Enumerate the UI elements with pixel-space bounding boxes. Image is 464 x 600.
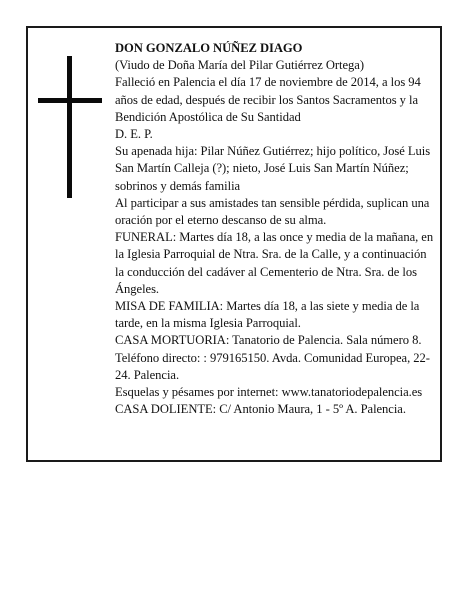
rip-line: D. E. P. [115,127,153,142]
deceased-name: DON GONZALO NÚÑEZ DIAGO [115,41,303,55]
online-condolences: Esquelas y pésames por internet: www.tanatoriodepalencia.es [115,385,423,400]
funeral-info: FUNERAL: Martes día 18, a las once y media de la mañana, en la Iglesia Parroquial de Ntra. Sra. de la Calle, y a continuación la conducción del cadáver al Cementerio de Ntra. Sra. de los Ángeles. [115,230,434,296]
notice-text [115,40,437,418]
family-list: Su apenada hija: Pilar Núñez Gutiérrez; hijo político, José Luis San Martín Calleja (?); nieto, José Luis San Martín Núñez; sobrinos y demás familia [115,144,431,193]
family-mass-info: MISA DE FAMILIA: Martes día 18, a las siete y media de la tarde, en la misma Iglesia Parroquial. [115,299,420,331]
mourning-house-info: CASA DOLIENTE: C/ Antonio Maura, 1 - 5º A. Palencia. [115,402,406,417]
cross-vertical-bar [67,56,72,198]
obituary-notice [26,26,442,462]
death-details: Falleció en Palencia el día 17 de noviembre de 2014, a los 94 años de edad, después de recibir los Santos Sacramentos y la Bendición Apostólica de Su Santidad [115,75,421,124]
cross-horizontal-bar [38,98,102,103]
funeral-home-info: CASA MORTUORIA: Tanatorio de Palencia. Sala número 8. Teléfono directo: : 979165150. Avda. Comunidad Europea, 22-24. Palencia. [115,333,430,382]
widower-of: (Viudo de Doña María del Pilar Gutiérrez Ortega) [115,58,364,73]
prayer-request: Al participar a sus amistades tan sensible pérdida, suplican una oración por el eterno descanso de su alma. [115,195,430,228]
